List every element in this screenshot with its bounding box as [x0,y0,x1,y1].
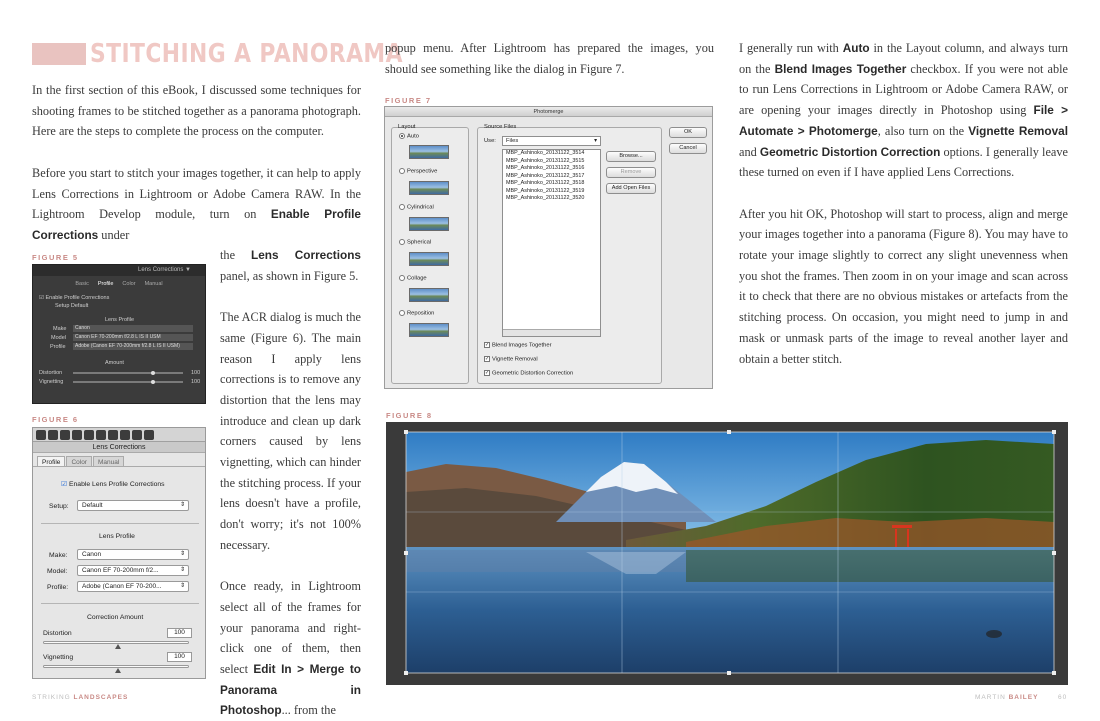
chevron-down-icon: ▾ [594,138,597,144]
fig6-amount-heading: Correction Amount [87,614,144,621]
fig7-thumb-perspective [409,181,449,195]
fig7-geometric-checkbox[interactable]: ✓ Geometric Distortion Correction [485,370,574,377]
fig7-blend-checkbox[interactable]: ✓ Blend Images Together [485,342,552,349]
checkmark-icon: ✓ [485,342,490,348]
tool-icon[interactable] [96,430,106,440]
paragraph-acr-dialog: The ACR dialog is much the same (Figure 6). The main reason I apply lens corrections is to remove any distortion that the lens may introduce and clean up dark corners caused by lens vignetting, which can hinder the stitching process. If your lens doesn't have a profile, don't worry; it's not 100% necessary. [220,310,361,552]
paragraph-process: After you hit OK, Photoshop will start to process, align and merge your images together into a panorama (Figure 8). You may have to rotate your image slightly to correct any slight unevenness when you shot the frames. Then zoom in on your image and scan across it to check that there are no obvious mistakes or artefacts from the stitching process. On occasion, you might need to jump in and mask or unmask parts of the image to reveal another layer and obtain a better stitch. [739,206,1068,366]
tool-icon[interactable] [144,430,154,440]
fig7-vignette-checkbox[interactable]: ✓ Vignette Removal [485,356,538,363]
fig6-setup-label: Setup: [49,503,69,510]
fig6-make-select[interactable]: Canon ⇕ [77,549,189,560]
fig6-lens-profile-heading: Lens Profile [99,533,135,540]
fig7-thumb-collage [409,288,449,302]
fig5-amount-heading: Amount [105,360,124,366]
fig6-setup-select[interactable]: Default ⇕ [77,500,189,511]
list-item[interactable]: MBP_Ashinoko_20131122_3515 [506,157,585,164]
checkmark-icon: ✓ [485,356,490,362]
fig5-model-field[interactable]: Canon EF 70-200mm f/2.8 L IS II USM [73,334,193,341]
fig5-distortion-slider[interactable] [73,372,183,374]
fig7-use-select[interactable]: Files ▾ [502,136,601,146]
tool-icon[interactable] [108,430,118,440]
radio-selected-icon [399,133,405,139]
fig7-layout-cylindrical[interactable]: Cylindrical [399,204,434,211]
figure-8-label: FIGURE 8 [386,411,433,420]
paragraph-lens-panel: the Lens Corrections panel, as shown in Figure 5. [220,248,361,283]
radio-icon [399,239,405,245]
fig6-tab-profile[interactable]: Profile [37,456,65,466]
list-item[interactable]: MBP_Ashinoko_20131122_3514 [506,150,585,156]
fig5-vignetting-knob[interactable] [151,380,155,384]
radio-icon [399,310,405,316]
footer-page-number: 60 [1058,694,1068,701]
figure-5-label: FIGURE 5 [32,253,79,262]
paragraph-merge: Once ready, in Lightroom select all of the frames for your panorama and right-click one of them, then select Edit In > Merge to Panorama in Photoshop... from the [220,579,361,718]
fig7-use-label: Use: [484,138,496,144]
fig5-profile-field[interactable]: Adobe (Canon EF 70-200mm f/2.8 L IS II USM) [73,343,193,350]
fig5-make-label: Make [53,326,67,332]
fig7-layout-label: Layout [398,124,416,130]
fig6-profile-label: Profile: [47,584,69,591]
tool-icon[interactable] [120,430,130,440]
fig5-lens-profile-heading: Lens Profile [105,317,135,323]
fig6-distortion-input[interactable]: 100 [167,628,192,638]
page-title [32,39,403,69]
fig7-layout-collage[interactable]: Collage [399,275,427,282]
fig7-horizontal-scrollbar[interactable] [503,329,600,336]
paragraph-lens-corrections: Before you start to stitch your images together, it can help to apply Lens Corrections in Lightroom or Adobe Camera RAW. In the Lightroom Develop module, turn on Enable Profile Corrections under [32,165,361,242]
fig5-vignetting-label: Vignetting [39,379,64,385]
column-1 [32,80,361,246]
fig5-make-field[interactable]: Canon [73,325,193,332]
fig7-thumb-spherical [409,252,449,266]
fig6-tabs [33,456,205,467]
title-accent-bar [32,43,86,65]
tool-icon[interactable] [36,430,46,440]
fig7-thumb-reposition [409,323,449,337]
fig7-thumb-cylindrical [409,217,449,231]
fig6-enable-checkbox[interactable]: ☑ Enable Lens Profile Corrections [61,481,165,488]
fig7-remove-button[interactable]: Remove [606,167,656,178]
fig7-title: Photomerge [385,107,712,117]
list-item[interactable]: MBP_Ashinoko_20131122_3519 [506,187,585,194]
column-3 [385,38,714,79]
fig7-layout-perspective[interactable]: Perspective [399,168,437,175]
fig6-tab-color[interactable]: Color [66,456,92,466]
fig5-tab-profile[interactable]: Profile [97,281,114,287]
fig7-thumb-auto [409,145,449,159]
column-2 [220,245,361,721]
fig6-profile-select[interactable]: Adobe (Canon EF 70-200... ⇕ [77,581,189,592]
list-item[interactable]: MBP_Ashinoko_20131122_3518 [506,180,585,186]
column-4 [739,38,1068,369]
fig5-tabs [33,279,205,289]
paragraph-popup: popup menu. After Lightroom has prepared the images, you should see something like the dialog in Figure 7. [385,41,714,76]
tool-icon[interactable] [84,430,94,440]
tool-icon[interactable] [48,430,58,440]
fig6-model-label: Model: [47,568,68,575]
title-text: STITCHING A PANORAMA [90,39,403,69]
figure-8-panorama [386,422,1068,685]
fig6-tab-manual[interactable]: Manual [93,456,124,466]
checkmark-icon: ☑ [61,481,68,488]
paragraph-options: I generally run with Auto in the Layout column, and always turn on the Blend Images Together checkbox. If you were not able to run Lens Corrections in Lightroom or Adobe Camera RAW, or are opening your images directly in Photoshop using File > Automate > Photomerge, also turn on the Vignette Removal and Geometric Distortion Correction options. I generally leave these turned on even if I have applied Lens Corrections. [739,41,1069,180]
list-item[interactable]: MBP_Ashinoko_20131122_3516 [506,165,585,171]
fig5-distortion-knob[interactable] [151,371,155,375]
fig7-layout-auto[interactable]: Auto [399,133,419,140]
fig5-tab-basic[interactable]: Basic [75,281,89,287]
fig6-distortion-label: Distortion [43,630,72,637]
figure-5-lightroom-panel [32,264,206,404]
fig7-ok-button[interactable]: OK [669,127,707,138]
fig5-profile-label: Profile [50,344,66,350]
fig7-cancel-button[interactable]: Cancel [669,143,707,154]
fig6-toolbar [33,428,205,442]
divider [41,603,199,604]
fig5-enable-row[interactable]: ☑ Enable Profile Corrections [39,295,110,301]
fig7-file-list[interactable] [502,149,601,337]
radio-icon [399,168,405,174]
list-item[interactable]: MBP_Ashinoko_20131122_3517 [506,172,585,179]
footer-author: MARTIN BAILEY [975,694,1039,701]
fig7-layout-reposition[interactable]: Reposition [399,310,434,317]
fig6-make-label: Make: [49,552,68,559]
fig6-vignetting-thumb[interactable] [115,668,121,673]
fig6-header: Lens Corrections [33,442,205,453]
fig5-distortion-value: 100 [191,370,201,376]
divider [41,523,199,524]
tool-icon[interactable] [60,430,70,440]
fig5-vignetting-value: 100 [191,379,201,385]
fig7-browse-button[interactable]: Browse... [606,151,656,162]
fig5-setup-row[interactable]: Setup Default [55,303,89,309]
fig5-tab-manual[interactable]: Manual [144,281,163,287]
panorama-image [386,422,1068,685]
tool-icon[interactable] [72,430,82,440]
fig5-vignetting-slider[interactable] [73,381,183,383]
figure-7-label: FIGURE 7 [385,96,432,105]
figure-6-label: FIGURE 6 [32,415,79,424]
list-item[interactable]: MBP_Ashinoko_20131122_3520 [506,195,585,201]
fig7-layout-spherical[interactable]: Spherical [399,239,431,246]
footer-book-title: STRIKING LANDSCAPES [32,694,129,701]
fig5-distortion-label: Distortion [39,370,63,376]
fig6-vignetting-label: Vignetting [43,654,74,661]
paragraph-intro: In the first section of this eBook, I discussed some techniques for shooting frames to be stitched together as a panorama photograph. Here are the steps to complete the process on the computer. [32,83,361,139]
fig5-tab-color[interactable]: Color [122,281,136,287]
fig6-model-select[interactable]: Canon EF 70-200mm f/2... ⇕ [77,565,189,576]
checkmark-icon: ✓ [485,370,490,376]
fig7-add-open-files-button[interactable]: Add Open Files [606,183,656,194]
figure-7-photomerge-dialog [384,106,713,389]
fig5-header: Lens Corrections ▼ [33,265,205,276]
fig6-vignetting-input[interactable]: 100 [167,652,192,662]
radio-icon [399,275,405,281]
fig6-distortion-thumb[interactable] [115,644,121,649]
fig7-source-label: Source Files [484,124,517,130]
tool-icon[interactable] [132,430,142,440]
radio-icon [399,204,405,210]
fig5-model-label: Model [51,335,66,341]
figure-6-acr-dialog [32,427,206,679]
